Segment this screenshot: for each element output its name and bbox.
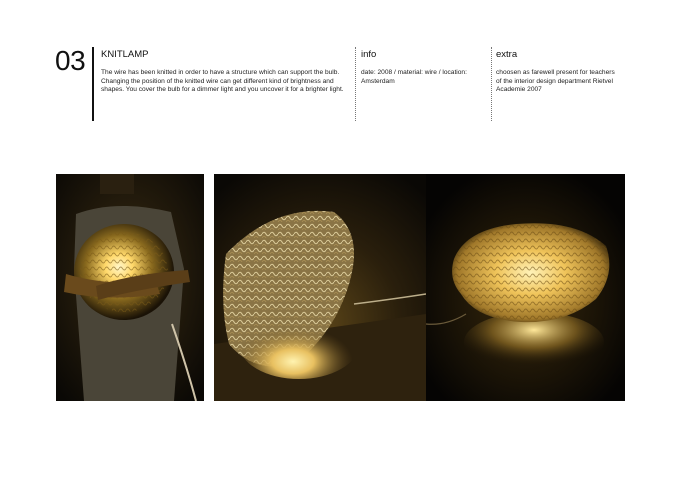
project-title: KNITLAMP	[101, 49, 149, 60]
project-description: The wire has been knitted in order to have a structure which can support the bulb. Changing the position of the knitted wire can get different kind of brightness and shapes. You cover the bulb for a dimmer light and you uncover it for a brighter light.	[101, 69, 344, 94]
dotted-divider-extra	[491, 47, 492, 121]
info-heading: info	[361, 49, 377, 60]
info-column	[361, 49, 483, 86]
extra-heading: extra	[496, 49, 518, 60]
photo-lamp-glowing-dark	[426, 174, 625, 401]
main-column	[101, 49, 351, 95]
extra-column	[496, 49, 616, 95]
dotted-divider-info	[355, 47, 356, 121]
extra-text: choosen as farewell present for teachers of the interior design department Rietvel Academie 2007	[496, 69, 615, 94]
vertical-divider	[92, 47, 94, 121]
project-number: 03	[55, 45, 86, 76]
info-text: date: 2008 / material: wire / location: Amsterdam	[361, 69, 467, 85]
photo-lamp-on-table	[214, 174, 426, 401]
photo-person-with-lamp	[56, 174, 204, 401]
